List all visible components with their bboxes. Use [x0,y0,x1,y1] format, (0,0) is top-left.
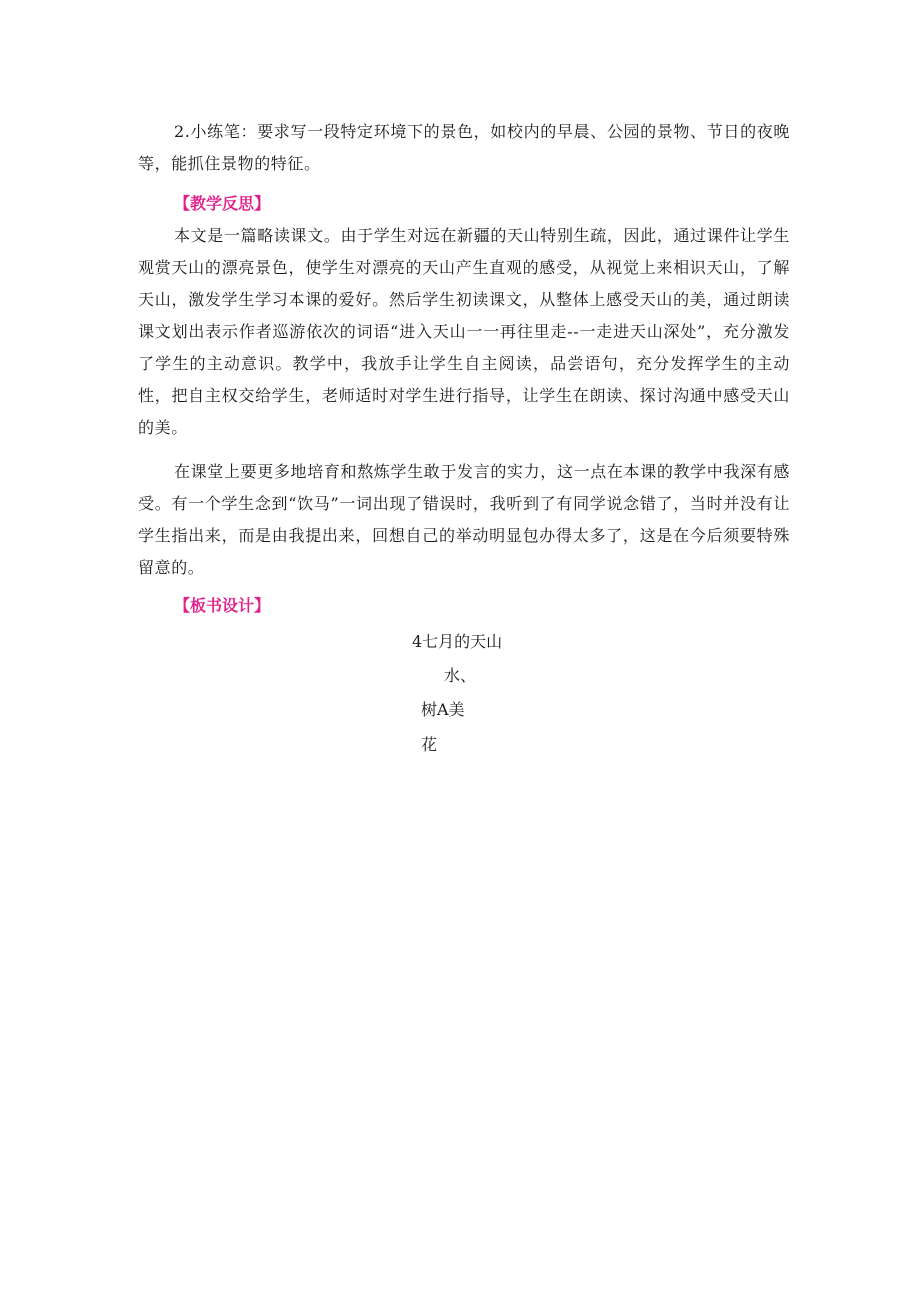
board-design-heading: 【板书设计】 [174,596,271,615]
reflection-paragraph-2: 在课堂上要更多地培育和熬炼学生敢于发言的实力，这一点在本课的教学中我深有感受。有一个学生念到“饮马”一词出现了错误时，我听到了有同学说念错了，当时并没有让学生指出来，而是由我提出来，回想自己的举动明显包办得太多了，这是在今后须要特殊留意的。 [138,462,790,577]
board-line-flower: 花 [421,735,438,754]
board-title: 4七月的天山 [412,632,503,651]
reflection-heading: 【教学反思】 [174,194,271,213]
exercise-paragraph: 2.小练笔：要求写一段特定环境下的景色，如校内的早晨、公园的景物、节日的夜晚等，能抓住景物的特征。 [138,122,790,173]
reflection-paragraph-1: 本文是一篇略读课文。由于学生对远在新疆的天山特别生疏，因此，通过课件让学生观赏天山的漂亮景色，使学生对漂亮的天山产生直观的感受，从视觉上来相识天山，了解天山，激发学生学习本课的爱好。然后学生初读课文，从整体上感受天山的美，通过朗读课文划出表示作者巡游依次的词语“进入天山一一再往里走--一走进天山深处”，充分激发了学生的主动意识。教学中，我放手让学生自主阅读，品尝语句，充分发挥学生的主动性，把自主权交给学生，老师适时对学生进行指导，让学生在朗读、探讨沟通中感受天山的美。 [138,226,790,437]
board-line-water: 水、 [444,666,477,685]
board-line-tree-beauty: 树A美 [421,700,465,719]
